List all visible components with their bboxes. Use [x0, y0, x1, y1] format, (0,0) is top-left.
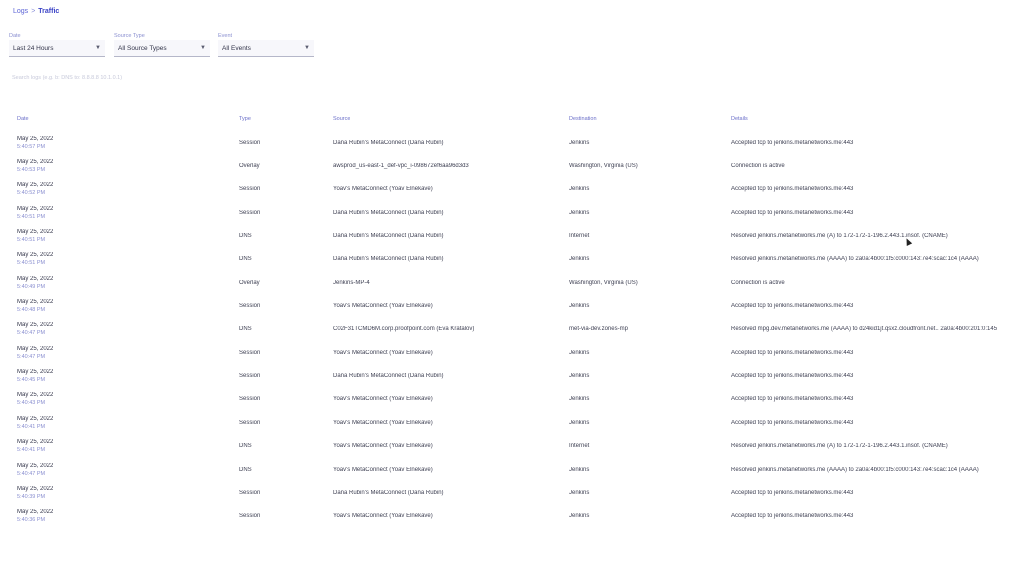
row-type: Session — [239, 396, 261, 402]
row-destination: Washington, Virginia (US) — [569, 280, 638, 286]
date-filter-label: Date — [9, 33, 21, 39]
row-date: May 25, 2022 — [17, 439, 54, 445]
row-type: Overlay — [239, 163, 260, 169]
row-source: Jenkins-MP-4 — [333, 280, 370, 286]
table-row[interactable] — [0, 369, 1024, 392]
row-source: Dana Rubin's MetaConnect (Dana Rubin) — [333, 490, 444, 496]
row-source: Dana Rubin's MetaConnect (Dana Rubin) — [333, 210, 444, 216]
row-date: May 25, 2022 — [17, 206, 54, 212]
row-time: 5:40:51 PM — [17, 214, 46, 220]
row-destination: Jenkins — [569, 303, 590, 309]
row-destination: Jenkins — [569, 420, 590, 426]
search-input[interactable]: Search logs (e.g. b: DNS to: 8.8.8.8 10.1.0.1) — [12, 75, 123, 81]
row-details: Accepted tcp to jenkins.metanetworks.me:443 — [731, 140, 854, 146]
row-destination: Jenkins — [569, 140, 590, 146]
table-row[interactable] — [0, 439, 1024, 462]
row-destination: Jenkins — [569, 467, 590, 473]
row-details: Resolved jenkins.metanetworks.me (A) to 172-172-1-196.2.443.1.insof. (CNAME) — [731, 233, 948, 239]
row-details: Accepted tcp to jenkins.metanetworks.me:443 — [731, 303, 854, 309]
row-details: Accepted tcp to jenkins.metanetworks.me:443 — [731, 373, 854, 379]
table-row[interactable] — [0, 486, 1024, 509]
table-row[interactable] — [0, 136, 1024, 159]
table-row[interactable] — [0, 346, 1024, 369]
row-details: Connection is active — [731, 163, 785, 169]
chevron-down-icon: ▼ — [200, 45, 206, 51]
event-select[interactable] — [218, 40, 314, 57]
row-time: 5:40:47 PM — [17, 330, 46, 336]
row-date: May 25, 2022 — [17, 159, 54, 165]
row-date: May 25, 2022 — [17, 322, 54, 328]
event-select-value: All Events — [222, 45, 251, 52]
row-time: 5:40:47 PM — [17, 354, 46, 360]
row-details: Accepted tcp to jenkins.metanetworks.me:443 — [731, 490, 854, 496]
source-type-select-value: All Source Types — [118, 45, 167, 52]
table-row[interactable] — [0, 299, 1024, 322]
table-row[interactable] — [0, 322, 1024, 345]
date-select[interactable] — [9, 40, 105, 57]
row-type: Session — [239, 420, 261, 426]
row-destination: Jenkins — [569, 256, 590, 262]
row-details: Resolved jenkins.metanetworks.me (AAAA) to 2a0a:4b00:1f5:c000:143:7e4:scac:1c4 (AAAA) — [731, 256, 979, 262]
row-type: Session — [239, 490, 261, 496]
row-details: Resolved jenkins.metanetworks.me (AAAA) to 2a0a:4b00:1f5:c000:143:7e4:scac:1c4 (AAAA) — [731, 467, 979, 473]
row-source: Dana Rubin's MetaConnect (Dana Rubin) — [333, 373, 444, 379]
row-details: Accepted tcp to jenkins.metanetworks.me:443 — [731, 396, 854, 402]
row-destination: Jenkins — [569, 396, 590, 402]
row-time: 5:40:41 PM — [17, 424, 46, 430]
chevron-down-icon: ▼ — [304, 45, 310, 51]
column-header-type[interactable]: Type — [239, 116, 251, 122]
row-date: May 25, 2022 — [17, 346, 54, 352]
row-type: DNS — [239, 326, 252, 332]
row-destination: Jenkins — [569, 490, 590, 496]
row-details: Resolved jenkins.metanetworks.me (A) to 172-172-1-196.2.443.1.insof. (CNAME) — [731, 443, 948, 449]
source-type-select[interactable] — [114, 40, 210, 57]
row-time: 5:40:53 PM — [17, 167, 46, 173]
row-details: Accepted tcp to jenkins.metanetworks.me:443 — [731, 210, 854, 216]
row-type: Session — [239, 373, 261, 379]
row-type: Session — [239, 513, 261, 519]
row-time: 5:40:51 PM — [17, 260, 46, 266]
row-date: May 25, 2022 — [17, 276, 54, 282]
row-time: 5:40:48 PM — [17, 307, 46, 313]
row-type: DNS — [239, 256, 252, 262]
row-date: May 25, 2022 — [17, 416, 54, 422]
column-header-destination[interactable]: Destination — [569, 116, 597, 122]
row-destination: Jenkins — [569, 350, 590, 356]
row-date: May 25, 2022 — [17, 136, 54, 142]
row-time: 5:40:43 PM — [17, 400, 46, 406]
row-destination: met-via-dev.zones-mp — [569, 326, 628, 332]
table-header — [0, 116, 1024, 126]
breadcrumb-logs-link[interactable]: Logs — [13, 8, 29, 15]
row-destination: Jenkins — [569, 513, 590, 519]
table-row[interactable] — [0, 252, 1024, 275]
row-time: 5:40:47 PM — [17, 471, 46, 477]
row-details: Accepted tcp to jenkins.metanetworks.me:443 — [731, 350, 854, 356]
row-source: Dana Rubin's MetaConnect (Dana Rubin) — [333, 233, 444, 239]
row-details: Resolved mpg.dev.metanetworks.me (AAAA) to d24kid1jt.qsxz.cloudfront.net.. 2a0a:4b00:201:0:145 — [731, 326, 998, 332]
row-type: DNS — [239, 467, 252, 473]
row-source: awsprod_us-east-1_def-vpc_i-098672ef6aa96d3d3 — [333, 163, 469, 169]
row-time: 5:40:57 PM — [17, 144, 46, 150]
source-type-filter — [114, 32, 210, 57]
table-row[interactable] — [0, 182, 1024, 205]
row-type: DNS — [239, 233, 252, 239]
row-time: 5:40:36 PM — [17, 517, 46, 523]
date-filter — [9, 32, 105, 57]
row-date: May 25, 2022 — [17, 299, 54, 305]
row-source: Dana Rubin's MetaConnect (Dana Rubin) — [333, 140, 444, 146]
row-date: May 25, 2022 — [17, 229, 54, 235]
column-header-details[interactable]: Details — [731, 116, 748, 122]
column-header-source[interactable]: Source — [333, 116, 351, 122]
row-source: Yoav's MetaConnect (Yoav Elnekave) — [333, 186, 433, 192]
row-type: Session — [239, 303, 261, 309]
row-details: Connection is active — [731, 280, 785, 286]
row-source: Yoav's MetaConnect (Yoav Elnekave) — [333, 420, 433, 426]
row-source: Yoav's MetaConnect (Yoav Elnekave) — [333, 513, 433, 519]
event-filter — [218, 32, 314, 57]
table-row[interactable] — [0, 509, 1024, 532]
date-select-value: Last 24 Hours — [13, 45, 54, 52]
row-date: May 25, 2022 — [17, 182, 54, 188]
source-type-filter-label: Source Type — [114, 33, 145, 39]
row-source: Yoav's MetaConnect (Yoav Elnekave) — [333, 467, 433, 473]
row-type: Session — [239, 186, 261, 192]
event-filter-label: Event — [218, 33, 233, 39]
table-row[interactable] — [0, 463, 1024, 486]
row-date: May 25, 2022 — [17, 463, 54, 469]
row-time: 5:40:39 PM — [17, 494, 46, 500]
chevron-down-icon: ▼ — [95, 45, 101, 51]
row-details: Accepted tcp to jenkins.metanetworks.me:443 — [731, 420, 854, 426]
table-row[interactable] — [0, 392, 1024, 415]
table-row[interactable] — [0, 416, 1024, 439]
row-source: C02F31TCMD6M.corp.proofpoint.com (Eva Kratalov) — [333, 326, 475, 332]
table-row[interactable] — [0, 206, 1024, 229]
row-destination: Internet — [569, 443, 590, 449]
row-source: Yoav's MetaConnect (Yoav Elnekave) — [333, 350, 433, 356]
row-destination: Internet — [569, 233, 590, 239]
row-type: DNS — [239, 443, 252, 449]
column-header-date[interactable]: Date — [17, 116, 29, 122]
table-row[interactable] — [0, 159, 1024, 182]
row-date: May 25, 2022 — [17, 252, 54, 258]
breadcrumb — [13, 8, 59, 15]
row-time: 5:40:49 PM — [17, 284, 46, 290]
row-time: 5:40:41 PM — [17, 447, 46, 453]
row-source: Dana Rubin's MetaConnect (Dana Rubin) — [333, 256, 444, 262]
row-destination: Jenkins — [569, 186, 590, 192]
row-date: May 25, 2022 — [17, 392, 54, 398]
breadcrumb-separator: > — [31, 8, 36, 15]
row-source: Yoav's MetaConnect (Yoav Elnekave) — [333, 303, 433, 309]
table-row[interactable] — [0, 229, 1024, 252]
row-type: Session — [239, 210, 261, 216]
row-destination: Jenkins — [569, 373, 590, 379]
row-source: Yoav's MetaConnect (Yoav Elnekave) — [333, 443, 433, 449]
table-row[interactable] — [0, 276, 1024, 299]
row-details: Accepted tcp to jenkins.metanetworks.me:443 — [731, 186, 854, 192]
row-source: Yoav's MetaConnect (Yoav Elnekave) — [333, 396, 433, 402]
row-date: May 25, 2022 — [17, 486, 54, 492]
row-type: Session — [239, 350, 261, 356]
row-date: May 25, 2022 — [17, 369, 54, 375]
row-type: Session — [239, 140, 261, 146]
row-time: 5:40:51 PM — [17, 237, 46, 243]
row-details: Accepted tcp to jenkins.metanetworks.me:443 — [731, 513, 854, 519]
row-time: 5:40:45 PM — [17, 377, 46, 383]
row-type: Overlay — [239, 280, 260, 286]
breadcrumb-current: Traffic — [38, 8, 60, 15]
row-time: 5:40:52 PM — [17, 190, 46, 196]
row-date: May 25, 2022 — [17, 509, 54, 515]
row-destination: Washington, Virginia (US) — [569, 163, 638, 169]
row-destination: Jenkins — [569, 210, 590, 216]
